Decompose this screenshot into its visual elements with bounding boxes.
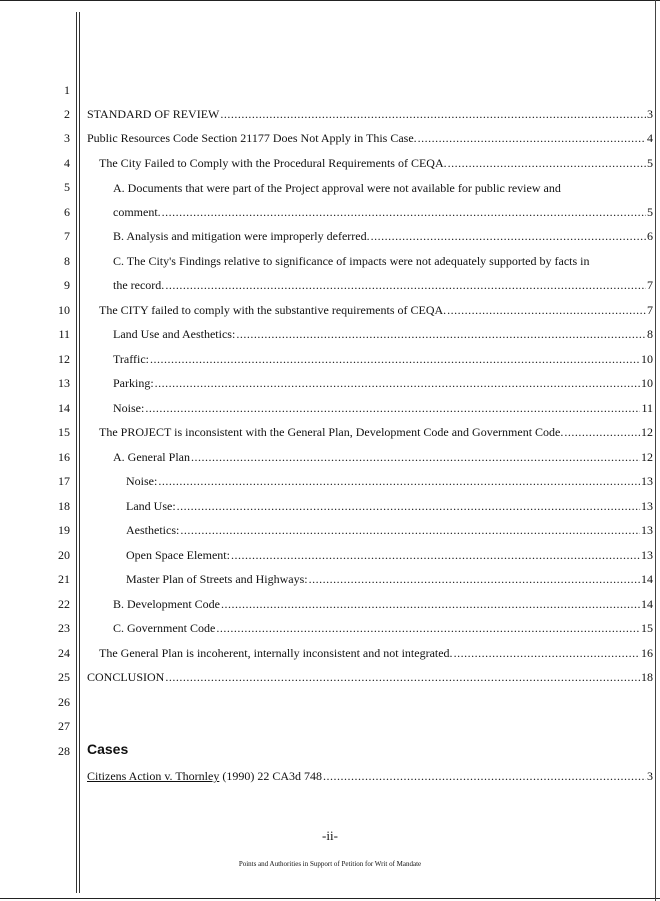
- toc-entry[interactable]: [99, 155, 653, 171]
- toc-entry-page: 13: [641, 499, 653, 513]
- toc-entry[interactable]: [126, 547, 653, 563]
- toc-entry[interactable]: [126, 571, 653, 587]
- toc-entry-page: 3: [647, 107, 653, 121]
- toc-leader-dots: [418, 130, 646, 146]
- toc-leader-dots: [220, 106, 646, 122]
- toc-entry-text: Noise:: [113, 401, 145, 415]
- toc-entry[interactable]: [113, 326, 653, 342]
- line-number: 18: [58, 499, 70, 513]
- toc-leader-dots: [236, 326, 646, 342]
- line-number: 23: [58, 621, 70, 635]
- toc-entry-page: 13: [641, 523, 653, 537]
- toc-leader-dots: [371, 228, 646, 244]
- line-number: 6: [64, 205, 70, 219]
- case-name-link[interactable]: Citizens Action v. Thornley: [87, 769, 220, 783]
- line-number: 21: [58, 572, 70, 586]
- toc-leader-dots: [165, 277, 646, 293]
- toc-entry-text: Aesthetics:: [126, 523, 180, 537]
- toc-entry[interactable]: [87, 130, 653, 146]
- toc-leader-dots: [448, 155, 646, 171]
- line-number: 13: [58, 376, 70, 390]
- toc-leader-dots: [191, 449, 640, 465]
- toc-leader-dots: [564, 424, 640, 440]
- line-number: 9: [64, 278, 70, 292]
- toc-leader-dots: [145, 400, 640, 416]
- toc-entry-text: C. Government Code: [113, 621, 216, 635]
- line-number: 5: [64, 180, 70, 194]
- line-number: 19: [58, 523, 70, 537]
- left-margin-rule-2: [79, 12, 80, 893]
- toc-entry-text: The CITY failed to comply with the substantive requirements of CEQA.: [99, 303, 447, 317]
- footer-document-title: Points and Authorities in Support of Petition for Writ of Mandate: [238, 860, 422, 868]
- toc-entry-text: C. The City's Findings relative to significance of impacts were not adequately supported by facts in: [113, 254, 590, 268]
- toc-entry-page: 5: [647, 205, 653, 219]
- line-number: 27: [58, 719, 70, 733]
- toc-entry-page: 14: [641, 572, 653, 586]
- page-bottom-edge: [0, 898, 660, 899]
- line-number: 3: [64, 131, 70, 145]
- line-number: 22: [58, 597, 70, 611]
- toc-entry-text: Parking:: [113, 376, 154, 390]
- toc-leader-dots: [177, 498, 640, 514]
- toc-entry-page: 16: [641, 646, 653, 660]
- toc-entry-page: 12: [641, 425, 653, 439]
- line-number: 24: [58, 646, 70, 660]
- line-number: 25: [58, 670, 70, 684]
- line-number: 2: [64, 107, 70, 121]
- toc-entry[interactable]: [99, 645, 653, 661]
- toc-leader-dots: [309, 571, 640, 587]
- toc-entry-page: 14: [641, 597, 653, 611]
- toc-entry-text: Public Resources Code Section 21177 Does Not Apply in This Case.: [87, 131, 417, 145]
- line-number: 16: [58, 450, 70, 464]
- toc-entry-text: comment.: [113, 205, 161, 219]
- cases-heading: Cases: [87, 741, 129, 757]
- toc-entry[interactable]: [113, 620, 653, 636]
- toc-entry-page: 6: [647, 229, 653, 243]
- toc-entry[interactable]: [113, 277, 653, 293]
- toc-entry-page: 15: [641, 621, 653, 635]
- toc-entry-text: A. Documents that were part of the Project approval were not available for public review and: [113, 181, 561, 195]
- toc-entry-page: 8: [647, 327, 653, 341]
- toc-entry-page: 7: [647, 278, 653, 292]
- toc-entry[interactable]: [113, 228, 653, 244]
- toc-entry[interactable]: [113, 400, 653, 416]
- toc-entry[interactable]: [113, 204, 653, 220]
- toc-entry-text: A. General Plan: [113, 450, 190, 464]
- line-number: 26: [58, 695, 70, 709]
- case-name: [87, 768, 322, 784]
- toc-entry-text: STANDARD OF REVIEW: [87, 107, 220, 121]
- toc-entry-text: Land Use:: [126, 499, 176, 513]
- toc-entry-page: 4: [647, 131, 653, 145]
- toc-entry-text: The PROJECT is inconsistent with the General Plan, Development Code and Government Code.: [99, 425, 564, 439]
- toc-leader-dots: [231, 547, 640, 563]
- toc-entry[interactable]: [126, 473, 653, 489]
- toc-entry-page: 10: [641, 376, 653, 390]
- toc-entry-page: 10: [641, 352, 653, 366]
- line-number: 1: [64, 83, 70, 97]
- toc-entry-page: 12: [641, 450, 653, 464]
- toc-entry[interactable]: [87, 669, 653, 685]
- toc-entry-text: Open Space Element:: [126, 548, 230, 562]
- line-number: 7: [64, 229, 70, 243]
- line-number: 28: [58, 744, 70, 758]
- toc-leader-dots: [155, 375, 640, 391]
- toc-entry-page: 7: [647, 303, 653, 317]
- toc-leader-dots: [221, 596, 640, 612]
- toc-entry-text: B. Analysis and mitigation were improperly deferred.: [113, 229, 370, 243]
- line-number: 15: [58, 425, 70, 439]
- toc-leader-dots: [323, 768, 646, 784]
- line-number: 8: [64, 254, 70, 268]
- toc-leader-dots: [180, 522, 640, 538]
- toc-leader-dots: [150, 351, 640, 367]
- toc-entry-text: Master Plan of Streets and Highways:: [126, 572, 308, 586]
- toc-entry[interactable]: [113, 449, 653, 465]
- left-margin-rule-1: [76, 12, 77, 893]
- line-number: 14: [58, 401, 70, 415]
- case-citation: (1990) 22 CA3d 748: [219, 769, 322, 783]
- toc-leader-dots: [447, 302, 646, 318]
- toc-entry[interactable]: [113, 596, 653, 612]
- toc-entry[interactable]: [87, 106, 653, 122]
- right-margin-rule: [655, 0, 656, 901]
- toc-entry-text: The General Plan is incoherent, internally inconsistent and not integrated.: [99, 646, 453, 660]
- toc-entry-text: the record.: [113, 278, 165, 292]
- toc-entry[interactable]: [113, 375, 653, 391]
- toc-entry-page: 13: [641, 474, 653, 488]
- toc-entry-text: The City Failed to Comply with the Procedural Requirements of CEQA.: [99, 156, 447, 170]
- line-number: 11: [58, 327, 70, 341]
- toc-leader-dots: [454, 645, 640, 661]
- toc-entry[interactable]: [99, 302, 653, 318]
- page-top-edge: [0, 0, 660, 1]
- footer-page-number: -ii-: [322, 828, 338, 843]
- case-page: 3: [647, 769, 653, 783]
- line-number: 10: [58, 303, 70, 317]
- line-number: 17: [58, 474, 70, 488]
- toc-leader-dots: [165, 669, 640, 685]
- line-number: 12: [58, 352, 70, 366]
- line-number: 4: [64, 156, 70, 170]
- toc-entry[interactable]: [113, 351, 653, 367]
- toc-entry[interactable]: [126, 498, 653, 514]
- toc-entry-text: Land Use and Aesthetics:: [113, 327, 236, 341]
- toc-entry-page: 11: [641, 401, 653, 415]
- case-entry[interactable]: [87, 768, 653, 784]
- toc-entry-page: 13: [641, 548, 653, 562]
- toc-entry[interactable]: [126, 522, 653, 538]
- toc-leader-dots: [162, 204, 646, 220]
- toc-entry[interactable]: [99, 424, 653, 440]
- line-number: 20: [58, 548, 70, 562]
- toc-leader-dots: [216, 620, 640, 636]
- toc-entry-text: Traffic:: [113, 352, 149, 366]
- toc-entry-text: Noise:: [126, 474, 158, 488]
- toc-entry-text: CONCLUSION: [87, 670, 165, 684]
- toc-leader-dots: [158, 473, 640, 489]
- toc-entry-page: 5: [647, 156, 653, 170]
- toc-entry-text: B. Development Code: [113, 597, 220, 611]
- toc-entry-page: 18: [641, 670, 653, 684]
